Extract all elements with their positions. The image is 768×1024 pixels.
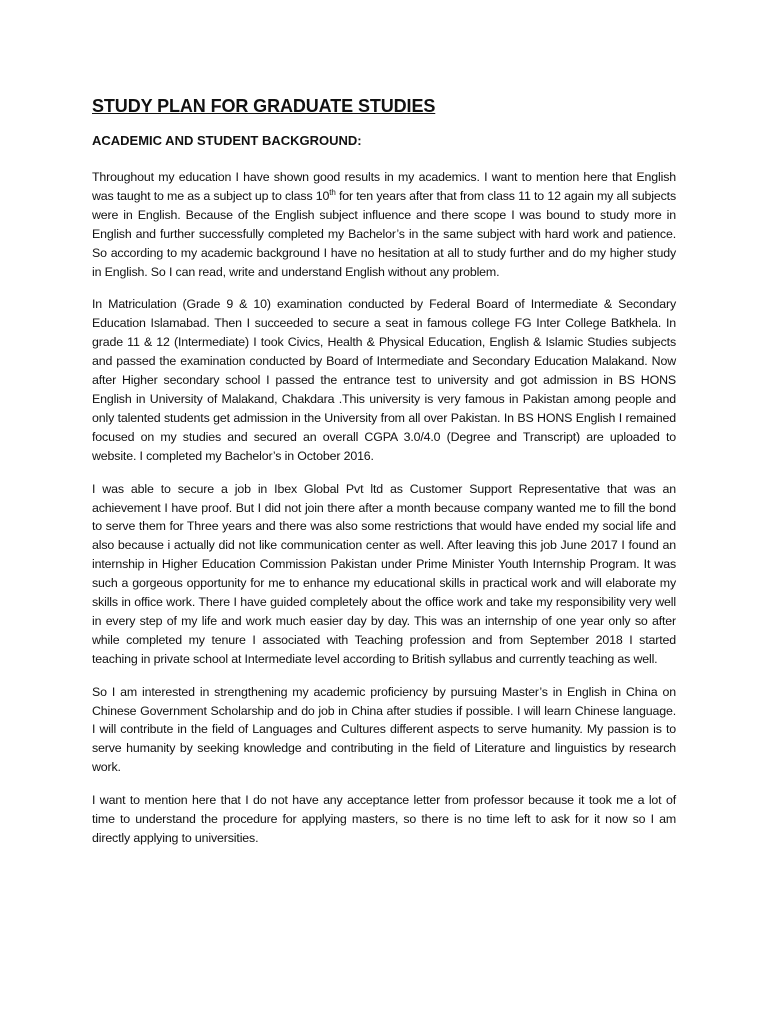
paragraph-2: In Matriculation (Grade 9 & 10) examination conducted by Federal Board of Intermediate & Secondary Education Islamabad. Then I succeeded to secure a seat in famous college FG Inter College Batkhela. In grade 11 & 12 (Intermediate) I took Civics, Health & Physical Education, English & Islamic Studies subjects and passed the examination conducted by Board of Intermediate and Secondary Education Malakand. Now after Higher secondary school I passed the entrance test to university and got admission in BS HONS English in University of Malakand, Chakdara .This university is very famous in Pakistan among people and only talented students get admission in the University from all over Pakistan. In BS HONS English I remained focused on my studies and secured an overall CGPA 3.0/4.0 (Degree and Transcript) are uploaded to website. I completed my Bachelor’s in October 2016. — [92, 297, 676, 463]
paragraph-5: I want to mention here that I do not have any acceptance letter from professor because it took me a lot of time to understand the procedure for applying masters, so there is no time left to ask for it now so I am directly applying to universities. — [92, 793, 676, 845]
paragraph-3: I was able to secure a job in Ibex Global Pvt ltd as Customer Support Representative that was an achievement I have proof. But I did not join there after a month because company wanted me to fill the bond to serve them for Three years and there was also some restrictions that would have ended my social life and also because i actually did not like communication center as well. After leaving this job June 2017 I found an internship in Higher Education Commission Pakistan under Prime Minister Youth Internship Program. It was such a gorgeous opportunity for me to enhance my educational skills in practical work and will elaborate my skills in office work. There I have guided completely about the office work and take my responsibility very well in every step of my life and work much easier day by day. This was an internship of one year only so after while completed my tenure I associated with Teaching profession and from September 2018 I started teaching in private school at Intermediate level according to British syllabus and currently teaching as well. — [92, 481, 676, 666]
paragraph-4: So I am interested in strengthening my academic proficiency by pursuing Master’s in English in China on Chinese Government Scholarship and do job in China after studies if possible. I will learn Chinese language. I will contribute in the field of Languages and Cultures different aspects to serve humanity. My passion is to serve humanity by seeking knowledge and contributing in the field of Literature and linguistics by research work. — [92, 684, 676, 775]
paragraph-1-text-a: Throughout my education I have shown good results in my academics. I want to mention here that English was taught to me as a subject up to class 10 — [92, 170, 676, 203]
document-body — [92, 94, 676, 848]
section-heading: ACADEMIC AND STUDENT BACKGROUND: — [92, 133, 362, 148]
paragraph-1 — [92, 168, 676, 281]
paragraph-1-text-b: for ten years after that from class 11 to 12 again my all subjects were in English. Because of the English subject influence and there scope I was bound to study more in English and further successfully completed my Bachelor’s in the same subject with hard work and patience. So according to my academic background I have no hesitation at all to study further and do my higher study in English. So I can read, write and understand English without any problem. — [92, 188, 676, 279]
ordinal-superscript: th — [329, 187, 336, 197]
document-title: STUDY PLAN FOR GRADUATE STUDIES — [92, 96, 436, 116]
